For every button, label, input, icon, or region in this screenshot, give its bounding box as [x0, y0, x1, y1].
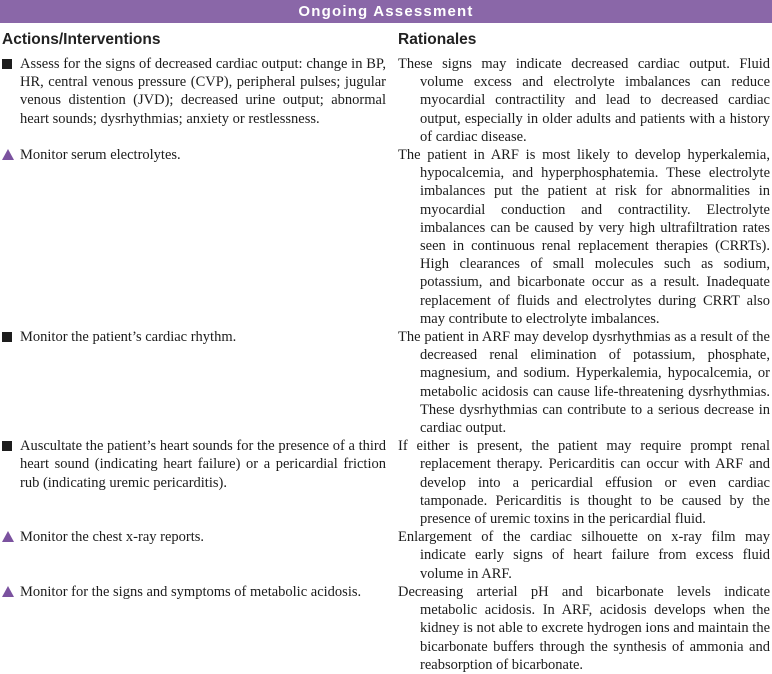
table-row [0, 528, 772, 583]
triangle-bullet-icon [2, 149, 14, 160]
action-text: Monitor serum electrolytes. [20, 147, 181, 164]
square-bullet-icon [2, 332, 12, 342]
table-row [0, 583, 772, 674]
action-cell [0, 437, 398, 492]
triangle-bullet-icon [2, 531, 14, 542]
rationale-cell: These signs may indicate decreased cardiac output. Fluid volume excess and electrolyte imbalances can reduce myocardial contractility and lead to decreased cardiac output, especially in older adults and patients with a history of cardiac disease. [398, 56, 770, 145]
square-bullet-icon [2, 59, 12, 69]
assessment-table [0, 53, 772, 674]
action-text: Monitor the patient’s cardiac rhythm. [20, 329, 237, 346]
table-row [0, 146, 772, 328]
rationale-cell: Enlargement of the cardiac silhouette on x-ray film may indicate early signs of heart failure from excess fluid volume in ARF. [398, 529, 770, 582]
action-text: Assess for the signs of decreased cardiac output: change in BP, HR, central venous pressure (CVP), peripheral pulses; jugular venous distention (JVD); decreased urine output; abnormal heart sounds; dysrhythmias; anxiety or restlessness. [20, 56, 386, 127]
table-row [0, 55, 772, 146]
action-cell [0, 528, 398, 546]
rationale-cell: The patient in ARF may develop dysrhythmias as a result of the decreased renal elimination of potassium, phosphate, magnesium, and sodium. Hyperkalemia, hypocalcemia, or metabolic acidosis can cause life-threatening dysrhythmias. These dysrhythmias can contribute to a serious decrease in cardiac output. [398, 329, 770, 437]
section-header-bar [0, 0, 772, 23]
action-text: Auscultate the patient’s heart sounds for the presence of a third heart sound (indicating heart failure) or a pericardial friction rub (indicating uremic pericarditis). [20, 438, 386, 491]
action-cell [0, 55, 398, 128]
section-title: Ongoing Assessment [298, 3, 474, 20]
column-header-rationales: Rationales [398, 31, 477, 48]
action-text: Monitor the chest x-ray reports. [20, 529, 205, 546]
action-text: Monitor for the signs and symptoms of metabolic acidosis. [20, 583, 362, 600]
rationale-cell: The patient in ARF is most likely to develop hyperkalemia, hypocalcemia, and hyperphosphatemia. These electrolyte imbalances put the patient at risk for abnormalities in myocardial conduction and contractility. Electrolyte imbalances can be caused by very high ultrafiltration rates seen in continuous renal replacement therapies (CRRTs). High clearances of small molecules such as sodium, potassium, and bicarbonate occur as a result. Inadequate replacement of fluids and electrolytes during CRRT also may contribute to electrolyte imbalances. [398, 147, 770, 327]
triangle-bullet-icon [2, 586, 14, 597]
square-bullet-icon [2, 441, 12, 451]
rationale-cell: If either is present, the patient may require prompt renal replacement therapy. Pericarditis can occur with ARF and develop into a pericardial effusion or even cardiac tamponade. Pericarditis is thought to be caused by the presence of uremic toxins in the pericardial fluid. [398, 438, 770, 528]
column-headers [0, 31, 772, 49]
table-row [0, 437, 772, 528]
rationale-cell: Decreasing arterial pH and bicarbonate levels indicate metabolic acidosis. In ARF, acidosis develops when the kidney is not able to excrete hydrogen ions and maintain the bicarbonate buffers through the synthesis of ammonia and reabsorption of bicarbonate. [398, 583, 770, 673]
column-header-actions: Actions/Interventions [2, 31, 161, 48]
action-cell [0, 583, 398, 601]
table-row [0, 328, 772, 437]
action-cell [0, 328, 398, 346]
action-cell [0, 146, 398, 164]
